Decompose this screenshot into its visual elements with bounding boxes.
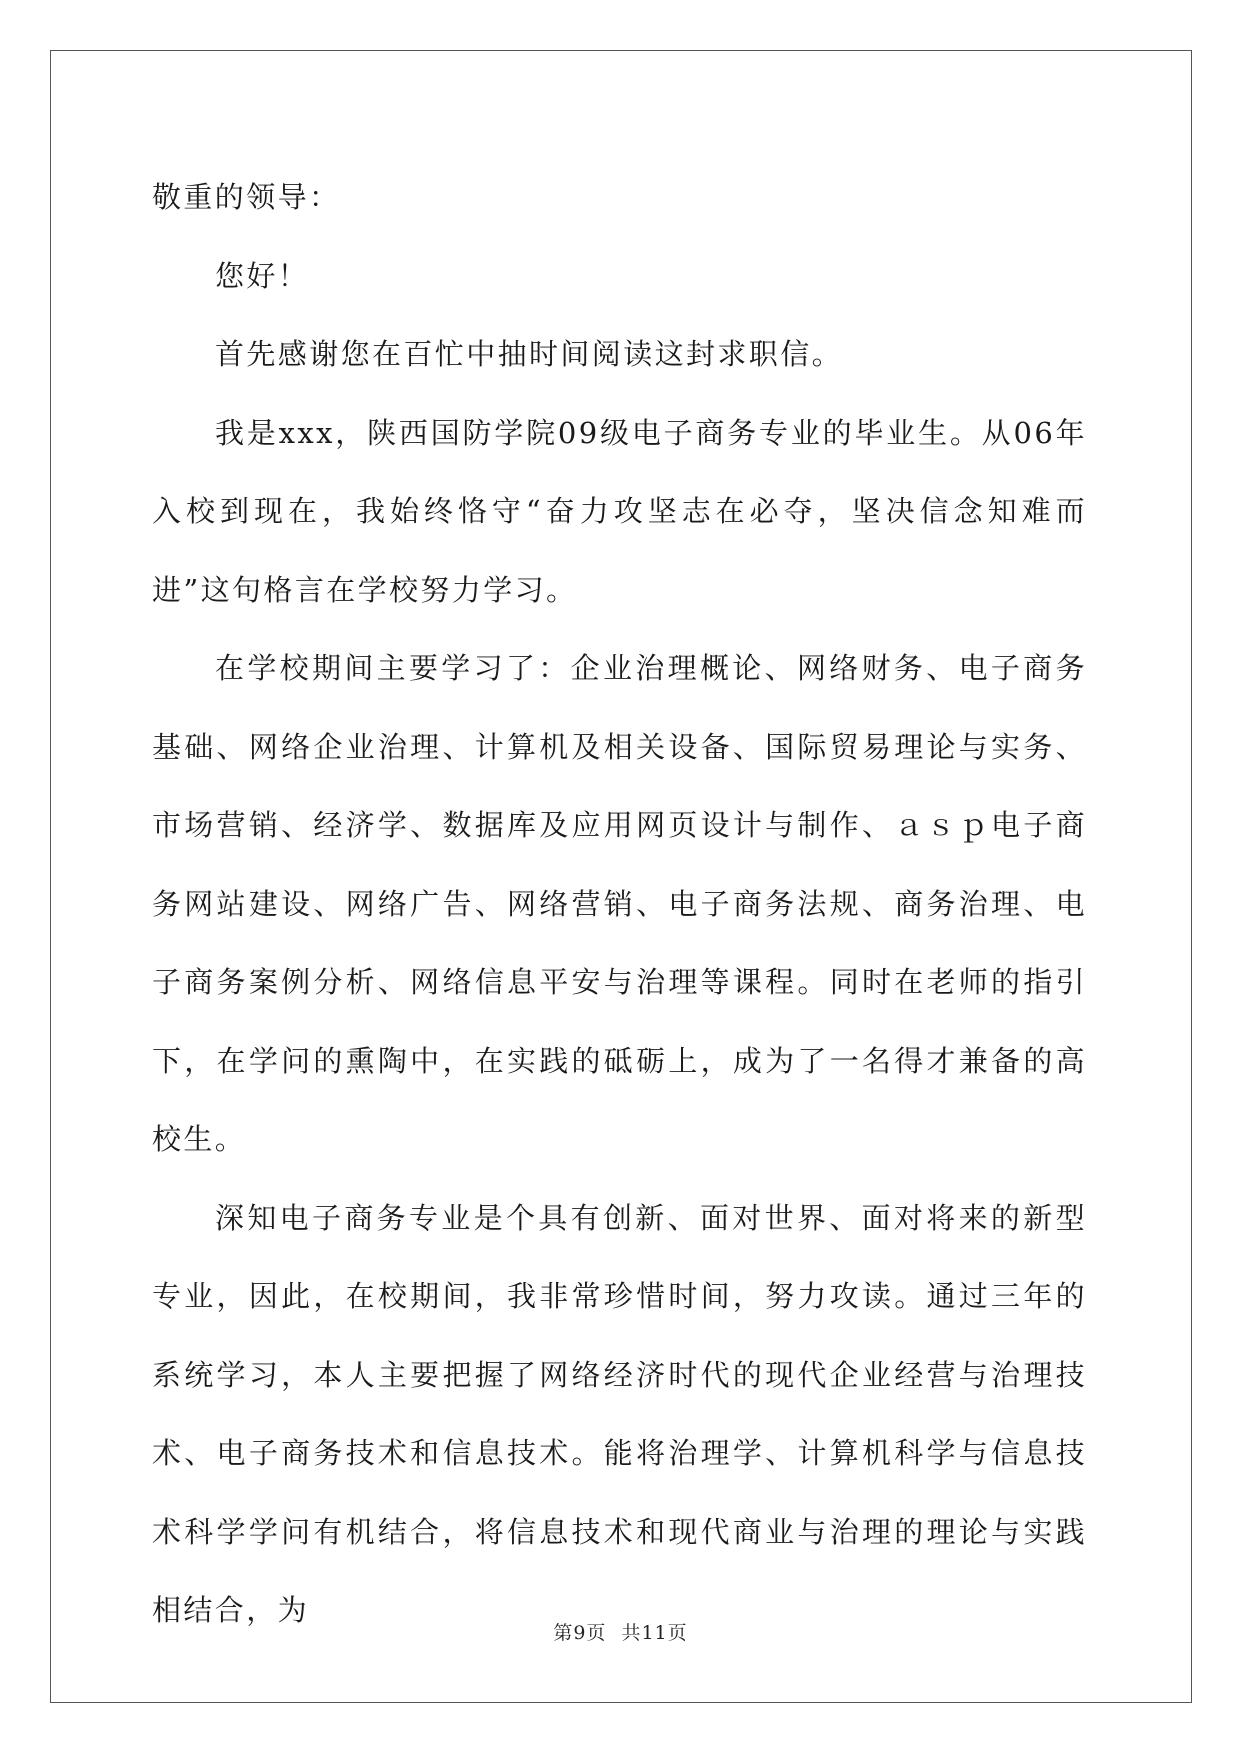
- paragraph-courses: 在学校期间主要学习了：企业治理概论、网络财务、电子商务基础、网络企业治理、计算机及相关设备、国际贸易理论与实务、市场营销、经济学、数据库及应用网页设计与制作、ａｓｐ电子商务网站建设、网络广告、网络营销、电子商务法规、商务治理、电子商务案例分析、网络信息平安与治理等课程。同时在老师的指引下，在学问的熏陶中，在实践的砥砺上，成为了一名得才兼备的高校生。: [152, 651, 1087, 1156]
- paragraph-introduction: 我是xxx，陕西国防学院09级电子商务专业的毕业生。从06年入校到现在，我始终恪守“奋力攻坚志在必夺，坚决信念知难而进”这句格言在学校努力学习。: [152, 415, 1087, 607]
- paragraph-thanks: 首先感谢您在百忙中抽时间阅读这封求职信。: [215, 337, 844, 371]
- page-footer: [0, 1618, 1241, 1645]
- paragraph-major: 深知电子商务专业是个具有创新、面对世界、面对将来的新型专业，因此，在校期间，我非常珍惜时间，努力攻读。通过三年的系统学习，本人主要把握了网络经济时代的现代企业经营与治理技术、电子商务技术和信息技术。能将治理学、计算机科学与信息技术科学学问有机结合，将信息技术和现代商业与治理的理论与实践相结合，为: [152, 1200, 1087, 1627]
- paragraph-greeting: 您好！: [215, 258, 310, 293]
- page-total: 共11页: [621, 1622, 688, 1644]
- letter-body: [152, 158, 1087, 1650]
- salutation: 敬重的领导：: [152, 180, 341, 214]
- page-number: 第9页: [553, 1622, 607, 1644]
